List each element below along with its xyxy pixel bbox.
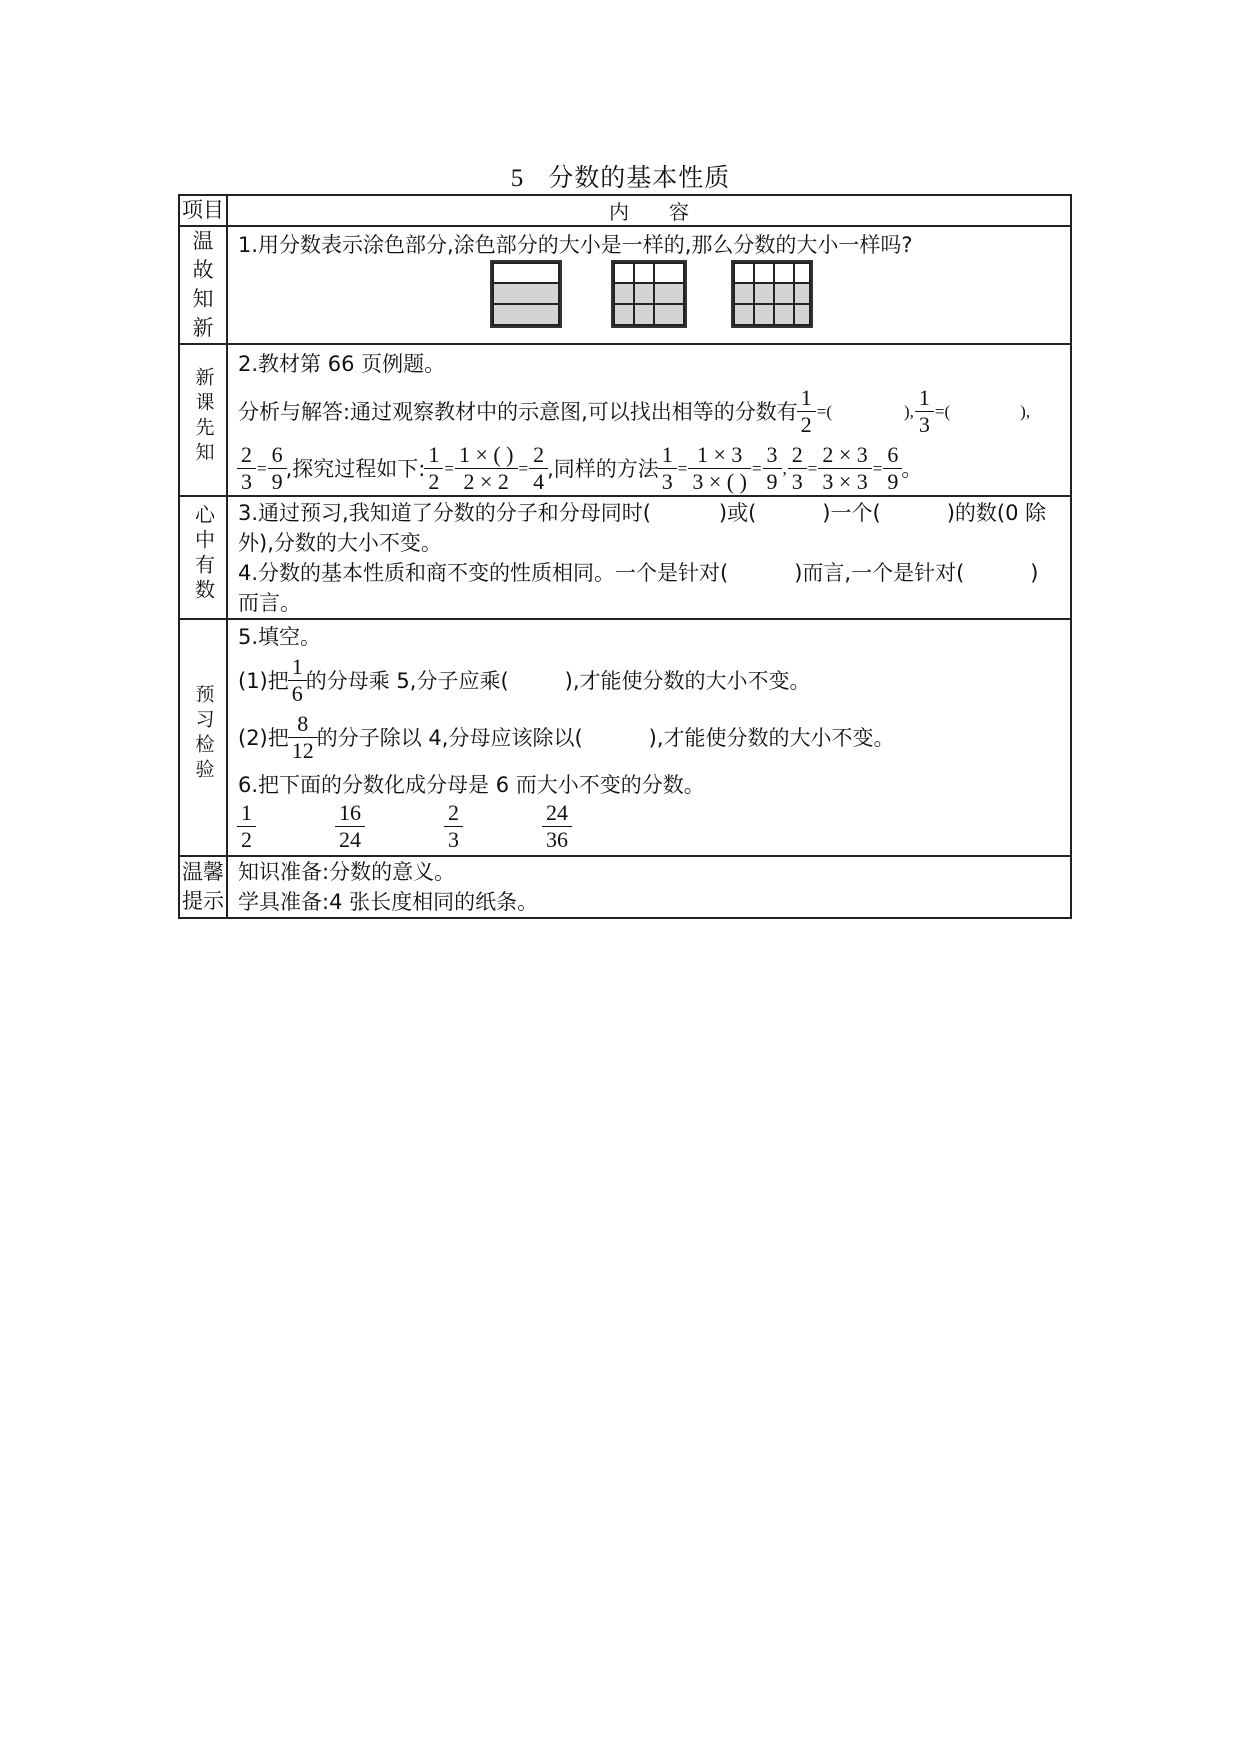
comma: , <box>782 458 787 478</box>
analysis-prefix: 分析与解答:通过观察教材中的示意图,可以找出相等的分数有 <box>238 399 798 424</box>
worksheet-table <box>178 194 1072 919</box>
eq-sign: = <box>751 458 762 478</box>
frac-f4: $\frac{1 \times ( )}{2 \times 2}$ <box>457 442 516 495</box>
frac-f7: $\frac{1 \times 3}{3 \times ( )}$ <box>690 442 749 495</box>
analysis-line <box>228 385 1070 438</box>
section-new <box>227 344 1071 496</box>
derivation-text-1: ,探究过程如下: <box>285 456 426 481</box>
close-comma: ), <box>904 401 914 421</box>
eq-sign: = <box>257 458 267 478</box>
section-tips-label <box>179 856 227 918</box>
section-review <box>227 226 1071 344</box>
new-label-text: 新课先知 <box>192 366 215 467</box>
q5-2: (2)把 $\frac{8}{12}$ 的分子除以 4,分母应该除以( ),才能使分数的大小不变。 <box>238 711 895 763</box>
frac-f5: $\frac{2}{4}$ <box>531 442 546 495</box>
q6-fractions <box>228 800 1070 853</box>
figure-2 <box>611 260 687 328</box>
figure-3 <box>731 260 813 328</box>
eq-sign: = <box>807 458 818 478</box>
eq-open: =( <box>816 401 832 421</box>
header-content <box>227 195 1071 226</box>
section-tips <box>227 856 1071 918</box>
q6-frac-4: $\frac{24}{36}$ <box>544 800 570 853</box>
section-check <box>227 619 1071 856</box>
page-title <box>0 158 1241 194</box>
frac-one-sixth: $\frac{1}{6}$ <box>290 654 305 707</box>
tips-line-2: 学具准备:4 张长度相同的纸条。 <box>238 890 539 914</box>
q6-title: 6.把下面的分数化成分母是 6 而大小不变的分数。 <box>238 773 705 797</box>
title-text: 分数的基本性质 <box>548 163 731 192</box>
frac-f1: $\frac{2}{3}$ <box>239 442 254 495</box>
title-number: 5 <box>510 165 525 192</box>
derivation-text-2: ,同样的方法 <box>547 456 659 481</box>
review-label-text: 温故知新 <box>192 229 214 340</box>
frac-f3: $\frac{1}{2}$ <box>426 442 441 495</box>
header-content-label: 内 容 <box>609 200 689 224</box>
q1-text: 1.用分数表示涂色部分,涂色部分的大小是一样的,那么分数的大小一样吗? <box>238 233 913 257</box>
frac-f2: $\frac{6}{9}$ <box>270 442 285 495</box>
frac-f8: $\frac{3}{9}$ <box>765 442 780 495</box>
q6-frac-1: $\frac{1}{2}$ <box>239 800 254 853</box>
derivation-end: 。 <box>901 456 923 481</box>
section-review-label <box>179 226 227 344</box>
frac-eight-twelfths: $\frac{8}{12}$ <box>290 711 316 764</box>
q5-1: (1)把 $\frac{1}{6}$ 的分母乘 5,分子应乘( ),才能使分数的大小不变。 <box>238 654 811 706</box>
header-item-label: 项目 <box>182 198 224 222</box>
tips-label-bottom: 提示 <box>182 889 224 913</box>
eq-sign: = <box>444 458 454 478</box>
close-comma-2: ), <box>1020 401 1031 421</box>
tips-line-1: 知识准备:分数的意义。 <box>238 860 456 884</box>
eq-sign: = <box>677 458 688 478</box>
frac-half: $\frac{1}{2}$ <box>799 385 814 438</box>
section-new-label <box>179 344 227 496</box>
q6-frac-2: $\frac{16}{24}$ <box>337 800 363 853</box>
header-item <box>179 195 227 226</box>
q6-frac-3: $\frac{2}{3}$ <box>446 800 461 853</box>
q3-line-1: 3.通过预习,我知道了分数的分子和分母同时( )或( )一个( )的数(0 除 <box>238 501 1047 525</box>
q5-title: 5.填空。 <box>238 625 322 649</box>
derivation-line <box>228 442 1070 495</box>
frac-third: $\frac{1}{3}$ <box>917 385 932 438</box>
frac-f10: $\frac{2 \times 3}{3 \times 3}$ <box>820 442 869 495</box>
mind-label-text: 心中有数 <box>191 504 216 604</box>
figure-1 <box>490 260 562 328</box>
check-label-text: 预习检验 <box>192 684 215 784</box>
section-mind-label <box>179 496 227 619</box>
q2-text: 2.教材第 66 页例题。 <box>238 352 446 376</box>
frac-f9: $\frac{2}{3}$ <box>790 442 805 495</box>
q4-line-1: 4.分数的基本性质和商不变的性质相同。一个是针对( )而言,一个是针对( ) <box>238 561 1039 585</box>
frac-f11: $\frac{6}{9}$ <box>885 442 900 495</box>
section-mind <box>227 496 1071 619</box>
q4-line-2: 而言。 <box>238 591 301 615</box>
eq-open-2: =( <box>934 401 951 421</box>
section-check-label <box>179 619 227 856</box>
q3-line-2: 外),分数的大小不变。 <box>238 531 442 555</box>
frac-f6: $\frac{1}{3}$ <box>660 442 675 495</box>
tips-label-top: 温馨 <box>182 860 224 884</box>
eq-sign: = <box>872 458 883 478</box>
eq-sign: = <box>518 458 529 478</box>
